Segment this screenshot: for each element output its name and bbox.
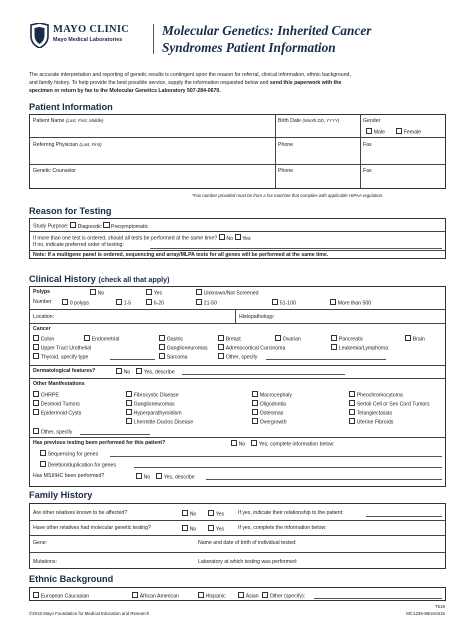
msi-describe-field[interactable] (206, 479, 442, 480)
checkbox-icon (235, 234, 241, 240)
patient-info-heading: Patient Information (29, 102, 113, 112)
option-label: Yes (215, 526, 225, 533)
checkbox-icon (90, 289, 96, 295)
manif-sertoli-checkbox[interactable] (349, 400, 430, 408)
multi-test-question: If more than one test is ordered, should all tests be performed at the same time? (33, 235, 218, 242)
option-label: 0 polyps (69, 300, 90, 307)
checkbox-icon (252, 418, 258, 424)
option-label: Osteomas (259, 410, 284, 417)
option-label: Asian (245, 593, 259, 600)
checkbox-icon (33, 335, 39, 341)
ethnic-other-checkbox[interactable] (262, 592, 305, 600)
intro-line1: The accurate interpretation and reporting of genetic results is contingent upon the reason for referral, clinical information, ethnic background, (29, 72, 351, 78)
option-label: Brain (412, 336, 425, 343)
diagnostic-label: Diagnostic (77, 223, 102, 230)
checkbox-icon (252, 400, 258, 406)
gender-male-checkbox[interactable] (366, 128, 385, 136)
checkbox-icon (33, 592, 39, 598)
option-label: Adrenocortical Carcinoma (225, 345, 286, 352)
option-label: 51-100 (279, 300, 296, 307)
manif-pheochromocytoma-checkbox[interactable] (349, 391, 403, 399)
checkbox-icon (103, 222, 109, 228)
option-label: Uterine Fibroids (356, 419, 394, 426)
option-label: Desmoid Tumors (40, 401, 80, 408)
number-label: Number (33, 299, 52, 305)
intro-line2-bold: send this paperwork with the (269, 80, 342, 86)
family-q1-tail: If yes, indicate their relationship to the patient: (238, 510, 344, 516)
test-order-label: If no, indicate preferred order of testing: (33, 242, 124, 248)
option-label: Yes, complete information below: (258, 441, 335, 448)
genetic-counselor-label[interactable]: Genetic Counselor (33, 168, 76, 174)
option-label: CHRPE (40, 392, 59, 399)
manif-macrocephaly-checkbox[interactable] (252, 391, 292, 399)
manif-hyperparathyroidism-checkbox[interactable] (126, 409, 182, 417)
option-label: Sertoli Cell or Sex Cord Tumors (356, 401, 430, 408)
manif-lhermitte-checkbox[interactable] (126, 418, 193, 426)
form-number: T519 (434, 604, 445, 609)
other-manifestations-label: Other Manifestations (33, 381, 85, 387)
checkbox-icon (116, 299, 122, 305)
checkbox-icon (126, 409, 132, 415)
option-label: Leukemia/Lymphoma (338, 345, 389, 352)
derm-no-checkbox[interactable] (116, 368, 130, 376)
checkbox-icon (331, 335, 337, 341)
option-label: Breast (225, 336, 241, 343)
checkbox-icon (33, 391, 39, 397)
ethnic-asian-checkbox[interactable] (238, 592, 259, 600)
number-21-50-checkbox[interactable] (196, 299, 217, 307)
ethnic-african-checkbox[interactable] (132, 592, 179, 600)
option-label: No (143, 474, 151, 481)
counselor-phone-label[interactable]: Phone (278, 168, 294, 174)
polyps-label: Polyps (33, 289, 51, 295)
patient-name-text: Patient Name (33, 118, 65, 124)
checkbox-icon (405, 335, 411, 341)
gender-female-checkbox[interactable] (396, 128, 421, 136)
option-label: Deletion/duplication for genes (47, 462, 117, 469)
derm-row (33, 368, 95, 374)
intro-line2 (29, 80, 341, 86)
checkbox-icon (366, 128, 372, 134)
cancer-ovarian-checkbox[interactable] (275, 335, 301, 343)
family-q1-no-checkbox[interactable] (182, 510, 196, 518)
lab-label[interactable]: Laboratory at which testing was performed: (198, 559, 298, 565)
manif-other-checkbox[interactable] (33, 428, 72, 436)
option-label: Yes (215, 511, 225, 518)
checkbox-icon (196, 299, 202, 305)
checkbox-icon (132, 592, 138, 598)
patient-info-table (29, 114, 446, 189)
checkbox-icon (33, 428, 39, 434)
checkbox-icon (126, 418, 132, 424)
option-label: Upper Tract Urothelial (40, 345, 92, 352)
number-1-5-checkbox[interactable] (116, 299, 131, 307)
family-q1-yes-checkbox[interactable] (208, 510, 224, 518)
option-label: Endometrial (91, 336, 120, 343)
reason-heading: Reason for Testing (29, 206, 112, 216)
checkbox-icon (349, 409, 355, 415)
phone-label[interactable]: Phone (278, 142, 294, 148)
option-label: Lhermitte-Duclos Disease (133, 419, 194, 426)
prev-testing-no-checkbox[interactable] (231, 440, 245, 448)
checkbox-icon (275, 335, 281, 341)
multi-test-no-checkbox[interactable] (219, 236, 233, 242)
checkbox-icon (33, 400, 39, 406)
clinical-heading (29, 274, 170, 284)
checkbox-icon (136, 473, 142, 479)
option-label: Overgrowth (259, 419, 287, 426)
no-label: No (226, 235, 234, 242)
cancer-leukemia-checkbox[interactable] (331, 344, 388, 352)
checkbox-icon (396, 128, 402, 134)
checkbox-icon (70, 222, 76, 228)
row-divider (30, 137, 445, 138)
manif-other-field[interactable] (80, 434, 150, 435)
family-q2-no-checkbox[interactable] (182, 525, 196, 533)
ethnic-hispanic-checkbox[interactable] (198, 592, 226, 600)
cancer-gastric-checkbox[interactable] (159, 335, 183, 343)
row-divider (30, 552, 445, 553)
multi-test-yes-checkbox[interactable] (235, 236, 251, 242)
row-divider (30, 323, 445, 324)
mayo-shield-icon (29, 23, 50, 48)
option-label: Thyroid, specify type (40, 354, 89, 361)
checkbox-icon (208, 510, 214, 516)
female-label: Female (403, 129, 421, 136)
option-label: Telangiectasias (356, 410, 393, 417)
option-label: Yes, describe (143, 369, 175, 376)
multi-test-row (33, 234, 251, 242)
option-label: Macrocephaly (259, 392, 292, 399)
checkbox-icon (231, 440, 237, 446)
manif-desmoid-checkbox[interactable] (33, 400, 80, 408)
polyps-row (33, 289, 50, 295)
option-label: No (97, 290, 105, 297)
checkbox-icon (330, 299, 336, 305)
mutations-label[interactable]: Mutations: (33, 559, 57, 565)
diagnostic-checkbox[interactable] (70, 224, 102, 230)
study-purpose-label: Study Purpose: (33, 223, 69, 230)
logo-name: MAYO CLINIC (53, 24, 130, 35)
birth-date-hint: (Month DD, YYYY) (302, 118, 340, 123)
derm-yes-checkbox[interactable] (136, 368, 175, 376)
header-divider (153, 24, 154, 54)
checkbox-icon (159, 335, 165, 341)
checkbox-icon (84, 335, 90, 341)
gender-label: Gender (363, 118, 381, 124)
ethnic-heading: Ethnic Background (29, 574, 114, 584)
msi-question: Has MSI/IHC been performed? (33, 473, 105, 479)
checkbox-icon (218, 344, 224, 350)
page-title-line1: Molecular Genetics: Inherited Cancer (162, 23, 372, 38)
msi-yes-checkbox[interactable] (156, 473, 195, 481)
row-divider (30, 250, 445, 251)
cancer-urothelial-checkbox[interactable] (33, 344, 91, 352)
seq-genes-checkbox[interactable] (40, 450, 98, 458)
option-label: Yes (153, 290, 163, 297)
location-label[interactable]: Location: (33, 314, 55, 320)
cancer-label: Cancer (33, 326, 51, 332)
cancer-colon-checkbox[interactable] (33, 335, 54, 343)
checkbox-icon (33, 409, 39, 415)
family-q2: Have other relatives had molecular genetic testing? (33, 525, 151, 531)
family-q1: Are other relatives known to be affected? (33, 510, 128, 516)
cancer-breast-checkbox[interactable] (218, 335, 241, 343)
checkbox-icon (252, 391, 258, 397)
checkbox-icon (218, 353, 224, 359)
option-label: Gastric (166, 336, 184, 343)
family-q2-yes-checkbox[interactable] (208, 525, 224, 533)
clinical-heading-text: Clinical History (29, 274, 96, 284)
checkbox-icon (219, 234, 225, 240)
checkbox-icon (238, 592, 244, 598)
copyright: ©2015 Mayo Foundation for Medical Education and Research (29, 611, 150, 616)
row-divider (30, 437, 445, 438)
patient-name-label[interactable] (33, 118, 103, 124)
cancer-ganglioneuromas-checkbox[interactable] (159, 344, 208, 352)
option-label: No (189, 511, 197, 518)
form-code: MC1235-98rev0415 (406, 611, 445, 616)
birth-date-text: Birth Date (278, 118, 302, 124)
row-divider (30, 378, 445, 379)
fax-note: *Fax number provided must be from a fax machine that complies with applicable HIPAA regulation. (192, 193, 384, 198)
checkbox-icon (146, 289, 152, 295)
polyps-no-checkbox[interactable] (90, 289, 104, 297)
checkbox-icon (218, 335, 224, 341)
referring-hint: (Last, First) (79, 142, 102, 147)
checkbox-icon (208, 525, 214, 531)
option-label: Ovarian (282, 336, 301, 343)
cancer-thyroid-checkbox[interactable] (33, 353, 88, 361)
option-label: Hispanic (205, 593, 226, 600)
study-purpose-row (33, 222, 148, 230)
option-label: 21-50 (203, 300, 217, 307)
derm-describe-field[interactable] (182, 374, 345, 375)
logo-sub: Mayo Medical Laboratories (53, 37, 123, 43)
checkbox-icon (198, 592, 204, 598)
manif-overgrowth-checkbox[interactable] (252, 418, 287, 426)
counselor-fax-label[interactable]: Fax (363, 168, 372, 174)
checkbox-icon (196, 289, 202, 295)
referring-physician-label[interactable] (33, 142, 102, 148)
option-label: Yes, describe (163, 474, 195, 481)
checkbox-icon (126, 400, 132, 406)
checkbox-icon (62, 299, 68, 305)
test-order-field[interactable] (150, 248, 442, 249)
ethnic-table (29, 587, 446, 601)
number-0-checkbox[interactable] (62, 299, 89, 307)
option-label: No (123, 369, 131, 376)
family-table (29, 503, 446, 569)
page-title-line2: Syndromes Patient Information (162, 40, 336, 55)
option-label: Other, specify (225, 354, 258, 361)
row-divider (30, 231, 445, 232)
polyps-yes-checkbox[interactable] (146, 289, 162, 297)
option-label: More than 500 (337, 300, 372, 307)
number-51-100-checkbox[interactable] (272, 299, 296, 307)
thyroid-type-field[interactable] (110, 359, 155, 360)
clinical-heading-sub: (check all that apply) (98, 275, 170, 284)
option-label: 6-20 (153, 300, 165, 307)
option-label: Fibrocystic Disease (133, 392, 179, 399)
manif-uterine-checkbox[interactable] (349, 418, 393, 426)
row-divider (30, 520, 445, 521)
fax-label[interactable]: Fax (363, 142, 372, 148)
cancer-sarcoma-checkbox[interactable] (159, 353, 187, 361)
manif-telangiectasias-checkbox[interactable] (349, 409, 392, 417)
seq-genes-field[interactable] (110, 456, 442, 457)
manif-fibrocystic-checkbox[interactable] (126, 391, 179, 399)
option-label: No (238, 441, 246, 448)
checkbox-icon (182, 525, 188, 531)
checkbox-icon (33, 353, 39, 359)
checkbox-icon (136, 368, 142, 374)
checkbox-icon (252, 409, 258, 415)
option-label: Epidermoid Cysts (40, 410, 82, 417)
row-divider (30, 535, 445, 536)
checkbox-icon (126, 391, 132, 397)
option-label: Ganglioneuromas (133, 401, 175, 408)
checkbox-icon (116, 368, 122, 374)
option-label: No (189, 526, 197, 533)
reason-note: Note: If a multigene panel is ordered, sequencing and array/MLPA tests for all genes will be performed at the same time. (33, 252, 329, 258)
row-divider (30, 164, 445, 165)
cancer-other-field[interactable] (266, 359, 386, 360)
option-label: Unknown/Not Screened (203, 290, 259, 297)
reason-table (29, 218, 446, 259)
checkbox-icon (159, 353, 165, 359)
checkbox-icon (262, 592, 268, 598)
checkbox-icon (40, 450, 46, 456)
cancer-other-checkbox[interactable] (218, 353, 257, 361)
name-dob-label[interactable]: Name and date of birth of individual tested: (198, 540, 297, 546)
yes-label: Yes (242, 235, 251, 242)
referring-text: Referring Physician (33, 142, 78, 148)
histopathology-label[interactable]: Histopathology: (239, 314, 275, 320)
cancer-adrenocortical-checkbox[interactable] (218, 344, 285, 352)
ethnic-european-checkbox[interactable] (33, 592, 89, 600)
presymptomatic-checkbox[interactable] (103, 224, 148, 230)
checkbox-icon (146, 299, 152, 305)
checkbox-icon (182, 510, 188, 516)
checkbox-icon (349, 418, 355, 424)
ethnic-other-field[interactable] (314, 598, 442, 599)
option-label: Other, specify (40, 429, 73, 436)
checkbox-icon (156, 473, 162, 479)
family-q2-tail: If yes, complete the information below: (238, 525, 327, 531)
checkbox-icon (33, 344, 39, 350)
col-divider (360, 115, 361, 188)
msi-no-checkbox[interactable] (136, 473, 150, 481)
option-label: Sarcoma (166, 354, 188, 361)
derm-label: Dermatological features? (33, 368, 96, 374)
birth-date-label[interactable] (278, 118, 339, 124)
option-label: Colon (40, 336, 55, 343)
gene-label[interactable]: Gene: (33, 540, 48, 546)
deldup-genes-field[interactable] (134, 467, 442, 468)
manif-osteomas-checkbox[interactable] (252, 409, 283, 417)
cancer-brain-checkbox[interactable] (405, 335, 425, 343)
manif-ganglioneuromas-checkbox[interactable] (126, 400, 175, 408)
mayo-logo (29, 21, 141, 51)
patient-name-hint: (Last, First, Middle) (65, 118, 104, 123)
checkbox-icon (159, 344, 165, 350)
prev-testing-yes-checkbox[interactable] (251, 440, 335, 448)
prev-testing-question: Has previous testing been performed for this patient? (33, 440, 166, 446)
family-heading: Family History (29, 490, 93, 500)
option-label: 1-5 (123, 300, 132, 307)
option-label: Hyperparathyroidism (133, 410, 182, 417)
col-divider (235, 309, 236, 323)
male-label: Male (373, 129, 385, 136)
cancer-endometrial-checkbox[interactable] (84, 335, 119, 343)
option-label: Pancreatic (338, 336, 364, 343)
checkbox-icon (40, 461, 46, 467)
row-divider (30, 365, 445, 366)
intro-line3: specimen or return by fax to the Molecular Genetics Laboratory 507-284-0670. (29, 88, 221, 94)
checkbox-icon (349, 391, 355, 397)
option-label: African American (139, 593, 179, 600)
option-label: Oligodontia (259, 401, 286, 408)
polyps-unknown-checkbox[interactable] (196, 289, 258, 297)
manif-oligodontia-checkbox[interactable] (252, 400, 286, 408)
number-500-checkbox[interactable] (330, 299, 371, 307)
checkbox-icon (272, 299, 278, 305)
col-divider (275, 115, 276, 188)
option-label: Pheochromocytoma (356, 392, 403, 399)
row-divider (30, 309, 445, 310)
checkbox-icon (349, 400, 355, 406)
option-label: Other (specify): (269, 593, 306, 600)
option-label: European Caucasian (40, 593, 90, 600)
option-label: Sequencing for genes (47, 451, 99, 458)
cancer-pancreatic-checkbox[interactable] (331, 335, 363, 343)
checkbox-icon (251, 440, 257, 446)
family-relationship-field[interactable] (366, 516, 442, 517)
number-6-20-checkbox[interactable] (146, 299, 164, 307)
intro-line2-text: and family history. To help provide the best possible service, supply the information requested below and (29, 80, 270, 86)
presymptomatic-label: Presymptomatic (111, 223, 149, 230)
manif-chrpe-checkbox[interactable] (33, 391, 59, 399)
option-label: Ganglioneuromas (166, 345, 208, 352)
deldup-genes-checkbox[interactable] (40, 461, 116, 469)
manif-epidermoid-checkbox[interactable] (33, 409, 81, 417)
checkbox-icon (331, 344, 337, 350)
clinical-table (29, 286, 446, 487)
